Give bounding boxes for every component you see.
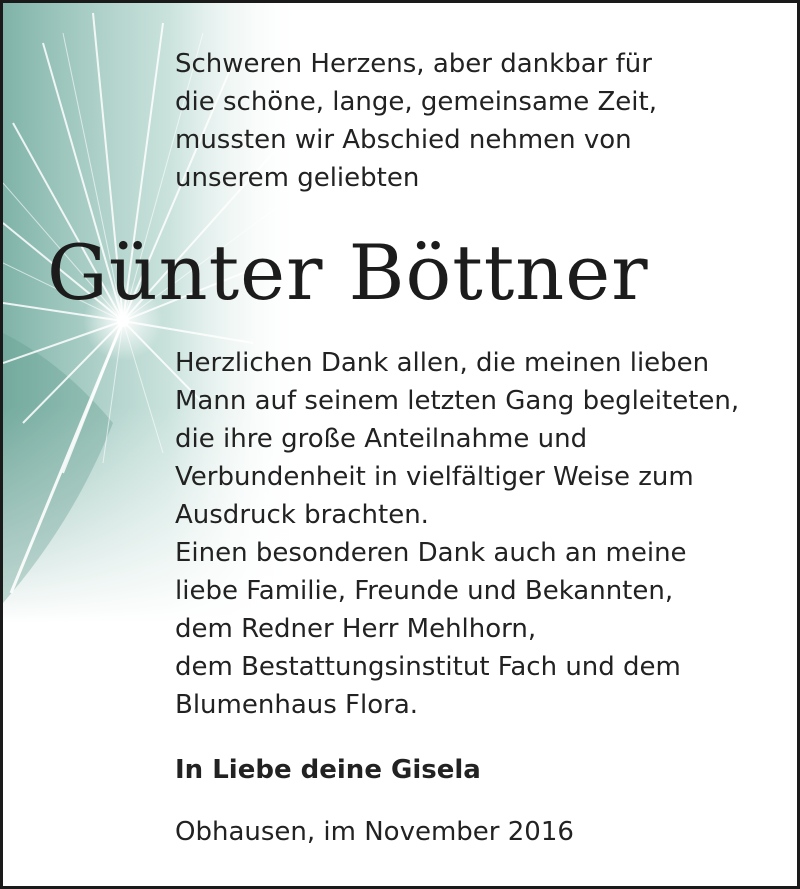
intro-text [175, 45, 657, 197]
place-and-date: Obhausen, im November 2016 [175, 817, 574, 847]
thanks-line: die ihre große Anteilnahme und [175, 424, 588, 454]
intro-line: die schöne, lange, gemeinsame Zeit, [175, 87, 657, 117]
intro-line: mussten wir Abschied nehmen von [175, 125, 632, 155]
thanks-line: Verbundenheit in vielfältiger Weise zum [175, 462, 694, 492]
thanks-line: liebe Familie, Freunde und Bekannten, [175, 576, 674, 606]
intro-line: Schweren Herzens, aber dankbar für [175, 49, 652, 79]
thanks-line: dem Redner Herr Mehlhorn, [175, 614, 537, 644]
intro-line: unserem geliebten [175, 163, 420, 193]
thanks-line: Herzlichen Dank allen, die meinen lieben [175, 348, 710, 378]
thanks-line: Einen besonderen Dank auch an meine [175, 538, 687, 568]
thanks-line: Blumenhaus Flora. [175, 690, 419, 720]
deceased-name: Günter Böttner [47, 228, 649, 317]
thanks-line: Ausdruck brachten. [175, 500, 429, 530]
thanks-text [175, 344, 739, 724]
thanks-line: Mann auf seinem letzten Gang begleiteten, [175, 386, 740, 416]
thanks-line: dem Bestattungsinstitut Fach und dem [175, 652, 681, 682]
signature: In Liebe deine Gisela [175, 755, 481, 785]
